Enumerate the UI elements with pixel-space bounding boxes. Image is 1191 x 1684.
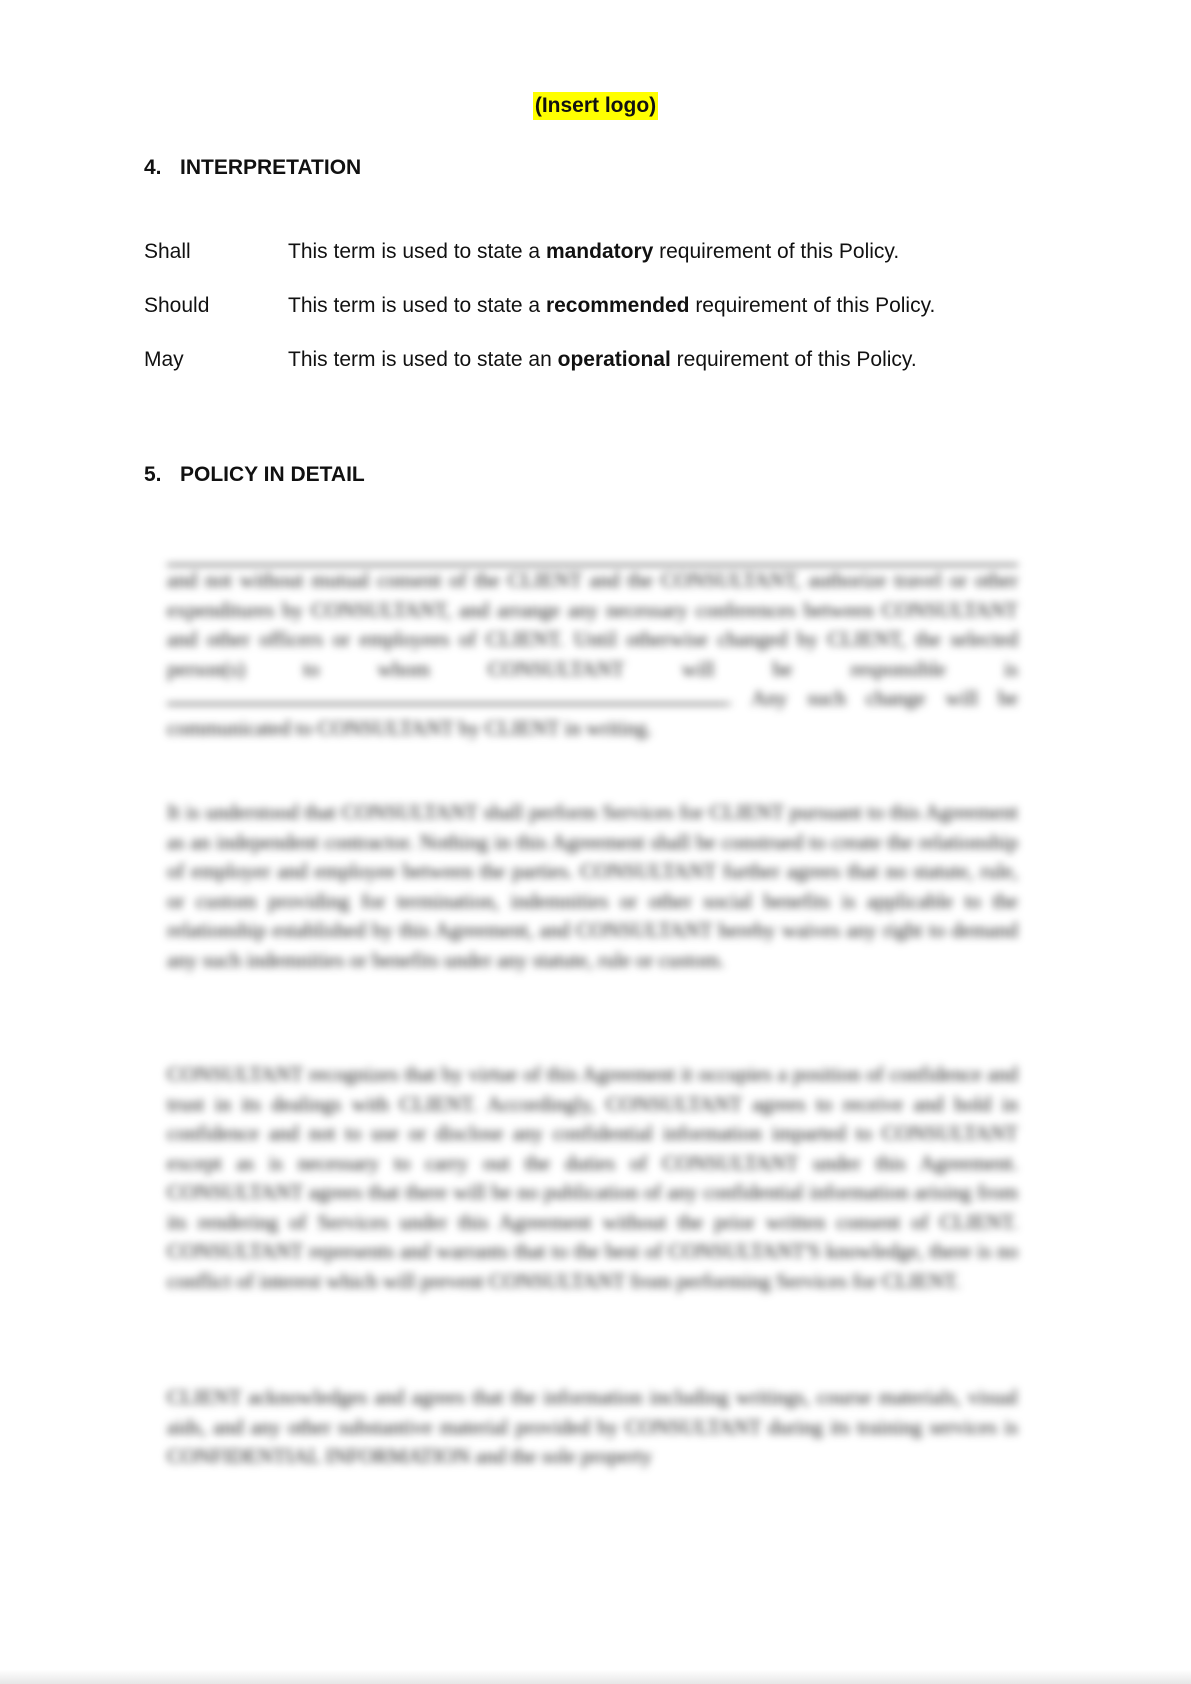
blurred-paragraph-3 <box>167 1060 1018 1296</box>
blurred-text: It is understood that CONSULTANT shall perform Services for CLIENT pursuant to this Agreement as an independent contractor. Nothing in this Agreement shall be construed to create the relationship of employer and employee between the parties. CONSULTANT further agrees that no statute, rule, or custom providing for termination, indemnities or other social benefits is applicable to the relationship established by this Agreement, and CONSULTANT hereby waives any right to demand any such indemnities or benefits under any statute, rule or custom. <box>167 800 1018 972</box>
blurred-paragraph-2 <box>167 798 1018 975</box>
definition-text-prefix: This term is used to state a <box>288 294 546 317</box>
definition-keyword: operational <box>557 348 671 371</box>
definition-term: Shall <box>144 240 191 263</box>
top-rule <box>167 564 1018 566</box>
definition-keyword: mandatory <box>545 240 654 263</box>
blurred-paragraph-1 <box>167 564 1018 743</box>
blank-line <box>167 685 727 705</box>
blurred-paragraph-4 <box>167 1383 1018 1472</box>
section-4-heading <box>144 155 361 181</box>
section-5-heading <box>144 462 365 488</box>
page-bottom-edge <box>0 1670 1191 1684</box>
blurred-text: CONSULTANT recognizes that by virtue of this Agreement it occupies a position of confidence and trust in its dealings with CLIENT. Accordingly, CONSULTANT agrees to receive and hold in confidence and not to use or disclose any confidential information imparted to CONSULTANT except as is necessary to carry out the duties of CONSULTANT under this Agreement. CONSULTANT agrees that there will be no publication of any confidential information arising from its rendering of Services under this Agreement without the prior written consent of CLIENT. CONSULTANT represents and warrants that to the best of CONSULTANT'S knowledge, there is no conflict of interest which will prevent CONSULTANT from performing Services for CLIENT. <box>167 1062 1018 1293</box>
definition-term: May <box>144 348 184 371</box>
definition-term: Should <box>144 294 210 317</box>
blurred-text: . Any such change will be communicated to CONSULTANT by CLIENT in writing. <box>167 686 1018 740</box>
definition-text-suffix: requirement of this Policy. <box>653 240 900 263</box>
section-5-title: POLICY IN DETAIL <box>180 463 365 486</box>
definition-text-prefix: This term is used to state an <box>288 348 558 371</box>
definition-text-suffix: requirement of this Policy. <box>670 348 917 371</box>
definition-text-prefix: This term is used to state a <box>288 240 546 263</box>
definition-row-should <box>144 293 935 319</box>
logo-placeholder: (Insert logo) <box>533 92 658 120</box>
blurred-text: and not without mutual consent of the CLIENT and the CONSULTANT, authorize travel or other expenditures by CONSULTANT, and arrange any necessary conferences between CONSULTANT and other officers or employees of CLIENT. Until otherwise changed by CLIENT, the selected person(s) to whom CONSULTANT will be responsible is <box>167 568 1018 681</box>
section-4-title: INTERPRETATION <box>180 156 362 179</box>
section-5-number: 5. <box>144 463 162 486</box>
definition-text-suffix: requirement of this Policy. <box>689 294 936 317</box>
definition-row-shall <box>144 239 899 265</box>
blurred-text: CLIENT acknowledges and agrees that the information including writings, course materials, visual aids, and any other substantive material provided by CONSULTANT during its training services is CONFIDENTIAL INFORMATION and the sole property <box>167 1385 1018 1468</box>
section-4-number: 4. <box>144 156 162 179</box>
definition-keyword: recommended <box>545 294 690 317</box>
logo-area <box>0 92 1191 120</box>
definition-row-may <box>144 347 917 373</box>
